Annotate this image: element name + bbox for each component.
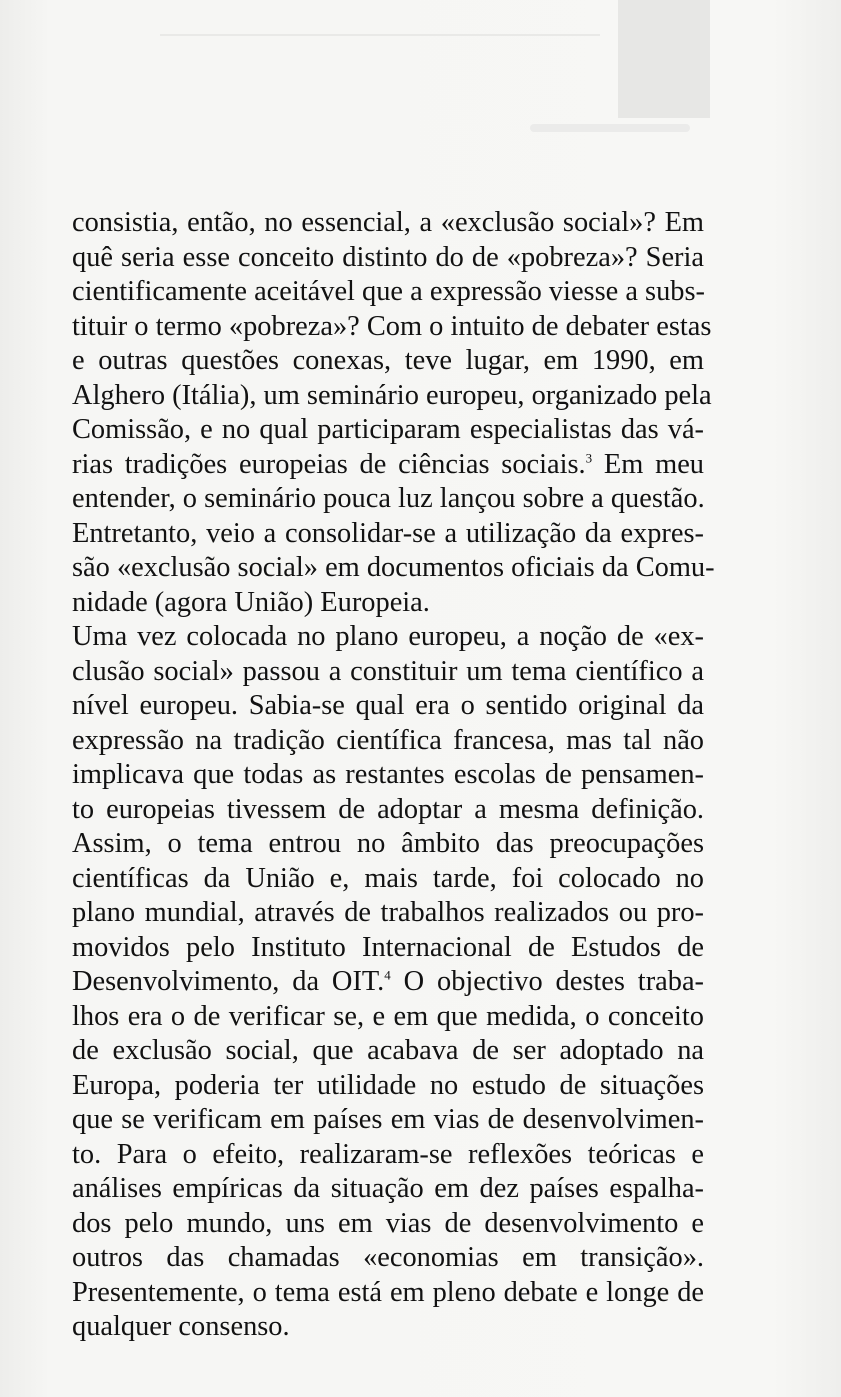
text-line: lhos era o de verificar se, e em que medida, o conceito — [72, 1000, 704, 1032]
text-line: nidade (agora União) Europeia. — [72, 586, 430, 618]
facing-page-bleed-line — [160, 34, 600, 36]
text-line: nível europeu. Sabia-se qual era o sentido original da — [72, 690, 704, 721]
text-line: Uma vez colocada no plano europeu, a noção de «ex- — [72, 621, 704, 652]
text-line: que se verificam em países em vias de desenvolvimen- — [72, 1104, 704, 1135]
text-line: tituir o termo «pobreza»? Com o intuito de debater estas — [72, 310, 712, 342]
text-segment: Desenvolvimento, da OIT. — [72, 966, 385, 997]
text-line: Alghero (Itália), um seminário europeu, organizado pela — [72, 379, 712, 411]
text-line: movidos pelo Instituto Internacional de Estudos de — [72, 931, 704, 963]
text-line: entender, o seminário pouca luz lançou sobre a questão. — [72, 483, 705, 514]
text-line: expressão na tradição científica francesa, mas tal não — [72, 724, 704, 756]
text-line: Presentemente, o tema está em pleno debate e longe de — [72, 1276, 704, 1308]
facing-page-bleed — [618, 0, 710, 118]
text-line: outros das chamadas «economias em transição». — [72, 1242, 704, 1273]
text-segment: rias tradições europeias de ciências sociais. — [72, 448, 586, 480]
text-line: Entretanto, veio a consolidar-se a utilização da expres- — [72, 517, 704, 549]
text-line — [72, 448, 704, 483]
facing-page-bleed-header — [530, 124, 690, 132]
text-line: clusão social» passou a constituir um tema científico a — [72, 655, 704, 687]
text-line: Assim, o tema entrou no âmbito das preocupações — [72, 828, 704, 859]
text-line: Comissão, e no qual participaram especialistas das vá- — [72, 414, 704, 445]
text-line: quê seria esse conceito distinto do de «pobreza»? Seria — [72, 241, 704, 273]
text-line: são «exclusão social» em documentos oficiais da Comu- — [72, 552, 715, 583]
text-line: cientificamente aceitável que a expressão viesse a subs- — [72, 276, 705, 307]
text-line: consistia, então, no essencial, a «exclusão social»? Em — [72, 207, 704, 238]
text-segment: Em meu — [592, 448, 704, 480]
text-line: análises empíricas da situação em dez países espalha- — [72, 1173, 704, 1204]
footnote-marker: 4 — [384, 967, 391, 983]
footnote-marker: 3 — [585, 450, 593, 466]
text-line: dos pelo mundo, uns em vias de desenvolvimento e — [72, 1207, 704, 1239]
text-line: plano mundial, através de trabalhos realizados ou pro- — [72, 897, 704, 928]
text-line: qualquer consenso. — [72, 1311, 290, 1342]
text-line: e outras questões conexas, teve lugar, em 1990, em — [72, 345, 704, 376]
text-segment: O objectivo destes traba- — [390, 966, 704, 997]
text-line: to europeias tivessem de adoptar a mesma definição. — [72, 793, 704, 825]
body-text — [72, 206, 715, 1345]
text-line: de exclusão social, que acabava de ser adoptado na — [72, 1035, 704, 1066]
text-line: científicas da União e, mais tarde, foi colocado no — [72, 862, 704, 894]
text-line: Europa, poderia ter utilidade no estudo de situações — [72, 1069, 704, 1101]
text-line — [72, 965, 704, 1000]
text-line: to. Para o efeito, realizaram-se reflexões teóricas e — [72, 1138, 704, 1170]
text-line: implicava que todas as restantes escolas de pensamen- — [72, 759, 704, 790]
